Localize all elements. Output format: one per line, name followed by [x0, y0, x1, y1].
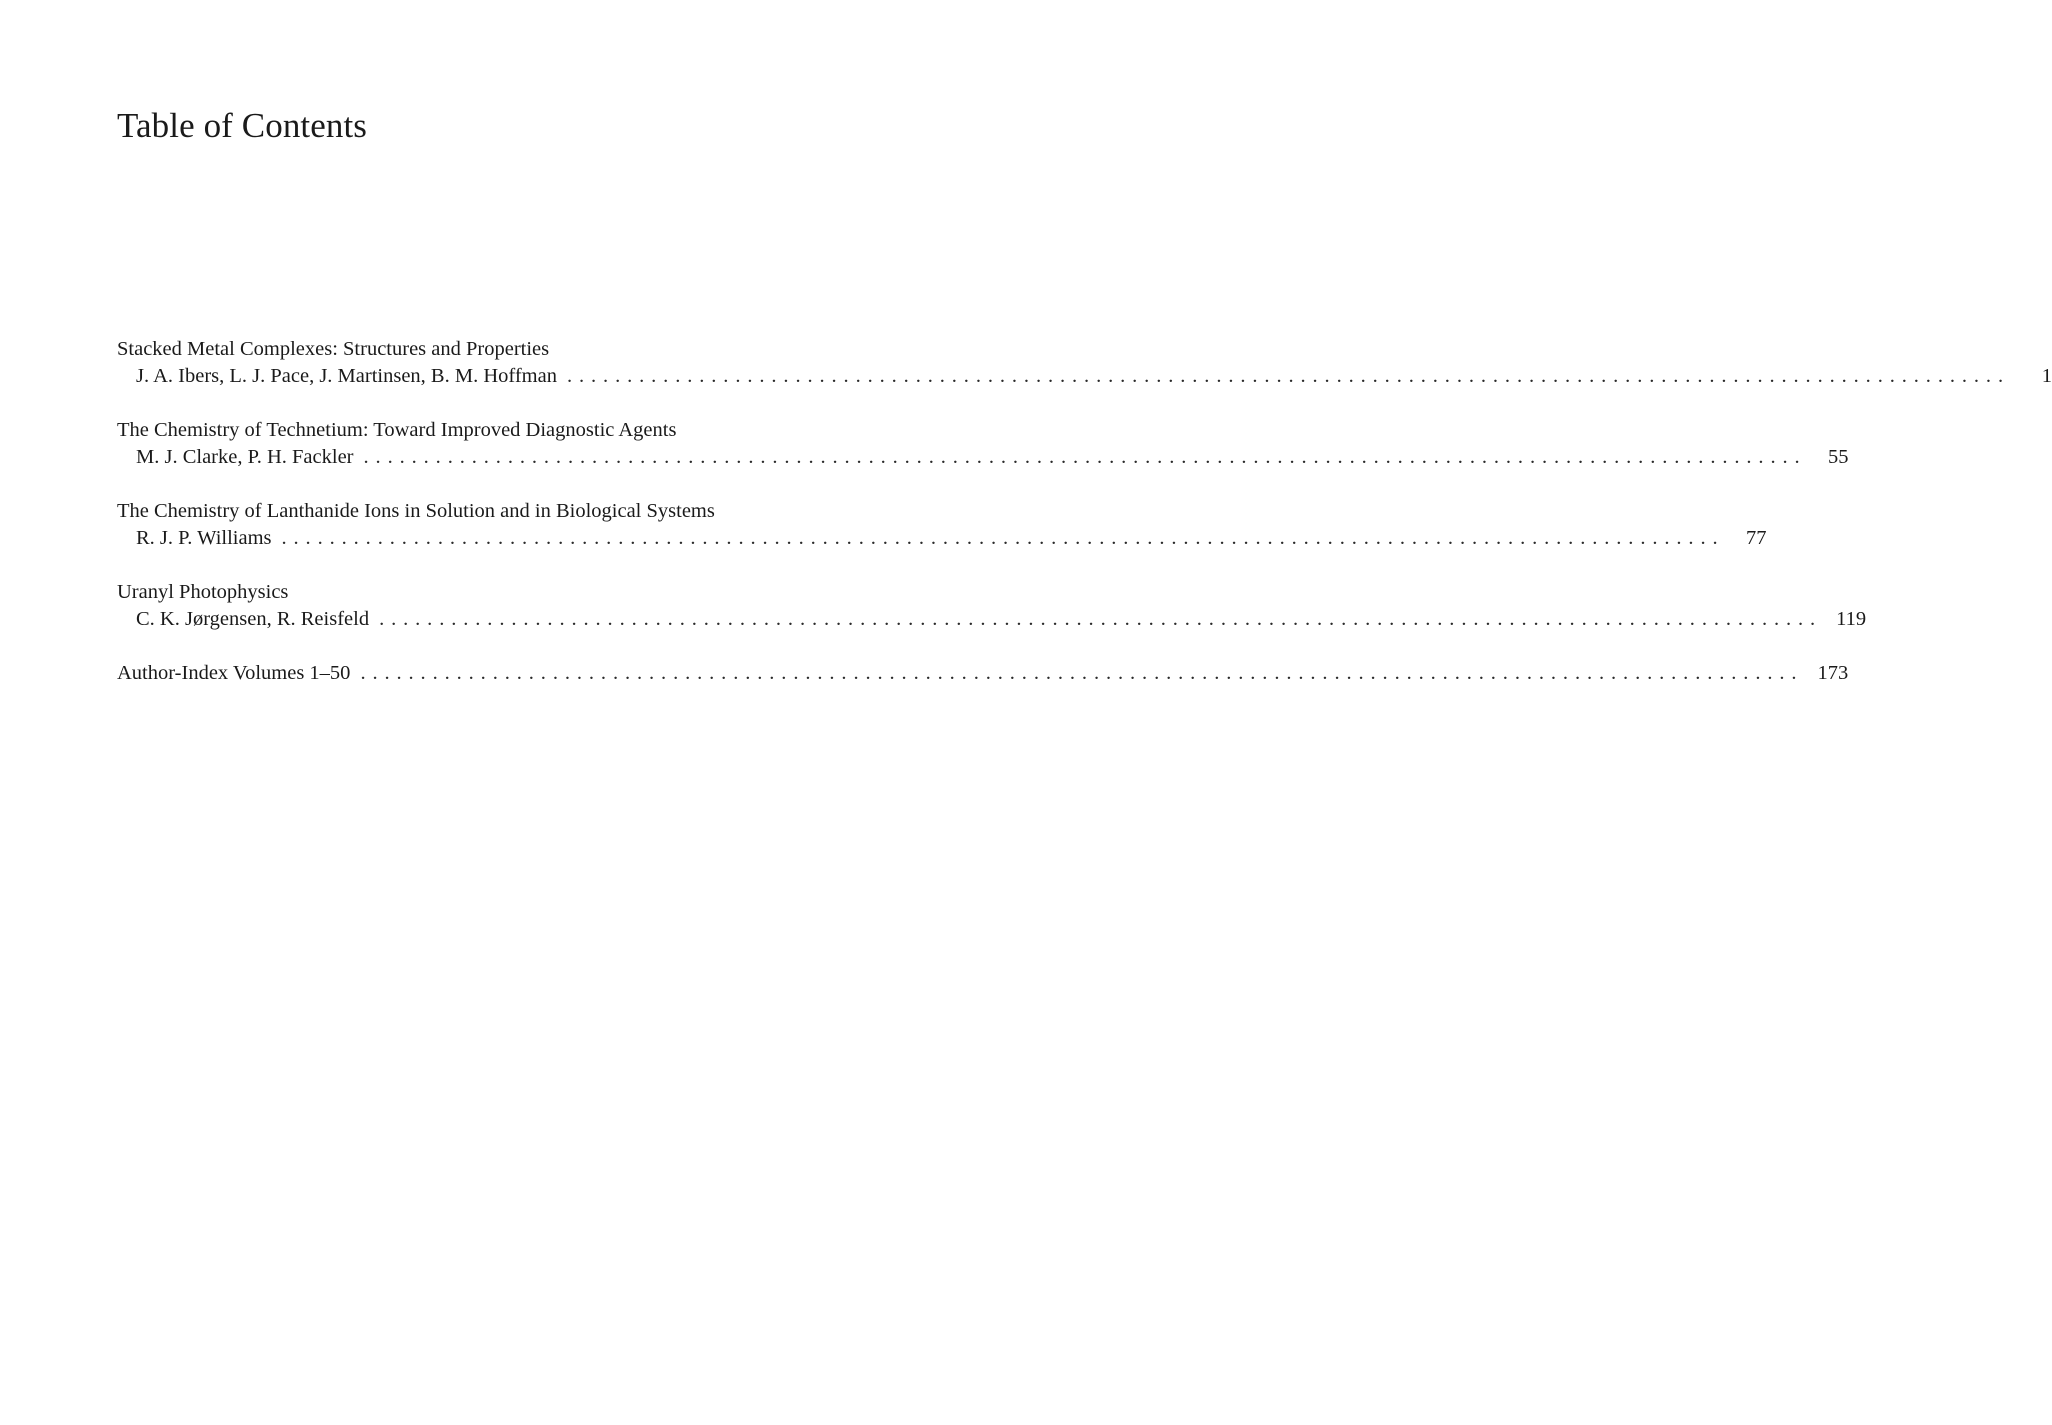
entry-title: The Chemistry of Technetium: Toward Improved Diagnostic Agents	[117, 419, 677, 441]
entry-author-line	[117, 363, 2052, 390]
entry-author-line	[117, 444, 1849, 471]
entry-authors: M. J. Clarke, P. H. Fackler	[136, 446, 354, 468]
dot-leader: ........................................................................................................................	[379, 608, 1823, 630]
dot-leader: ........................................................................................................................	[566, 365, 2010, 387]
dot-leader: ........................................................................................................................	[360, 662, 1804, 684]
entry-title: Stacked Metal Complexes: Structures and Properties	[117, 338, 550, 360]
entry-page-number: 1	[2041, 365, 2052, 387]
index-page-number: 173	[1817, 662, 1849, 684]
toc-entry	[117, 417, 1849, 471]
entry-title: The Chemistry of Lanthanide Ions in Solution and in Biological Systems	[117, 500, 715, 522]
index-title: Author-Index Volumes 1–50	[117, 662, 351, 684]
entry-authors: R. J. P. Williams	[136, 527, 272, 549]
entry-page-number: 119	[1836, 608, 1867, 630]
entry-page-number: 77	[1746, 527, 1767, 549]
entry-author-line	[117, 606, 1867, 633]
dot-leader: ........................................................................................................................	[281, 527, 1725, 549]
toc-entry	[117, 336, 2052, 390]
toc-entry	[117, 579, 1867, 633]
entry-title: Uranyl Photophysics	[117, 581, 289, 603]
entry-authors: C. K. Jørgensen, R. Reisfeld	[136, 608, 370, 630]
entry-authors: J. A. Ibers, L. J. Pace, J. Martinsen, B. M. Hoffman	[136, 365, 557, 387]
toc-list	[117, 336, 2052, 714]
dot-leader: ........................................................................................................................	[363, 446, 1807, 468]
page-title: Table of Contents	[117, 106, 368, 145]
entry-page-number: 55	[1828, 446, 1849, 468]
entry-author-line	[117, 525, 1767, 552]
toc-entry	[117, 498, 1767, 552]
index-line	[117, 660, 1849, 687]
toc-entry-index	[117, 660, 1849, 687]
